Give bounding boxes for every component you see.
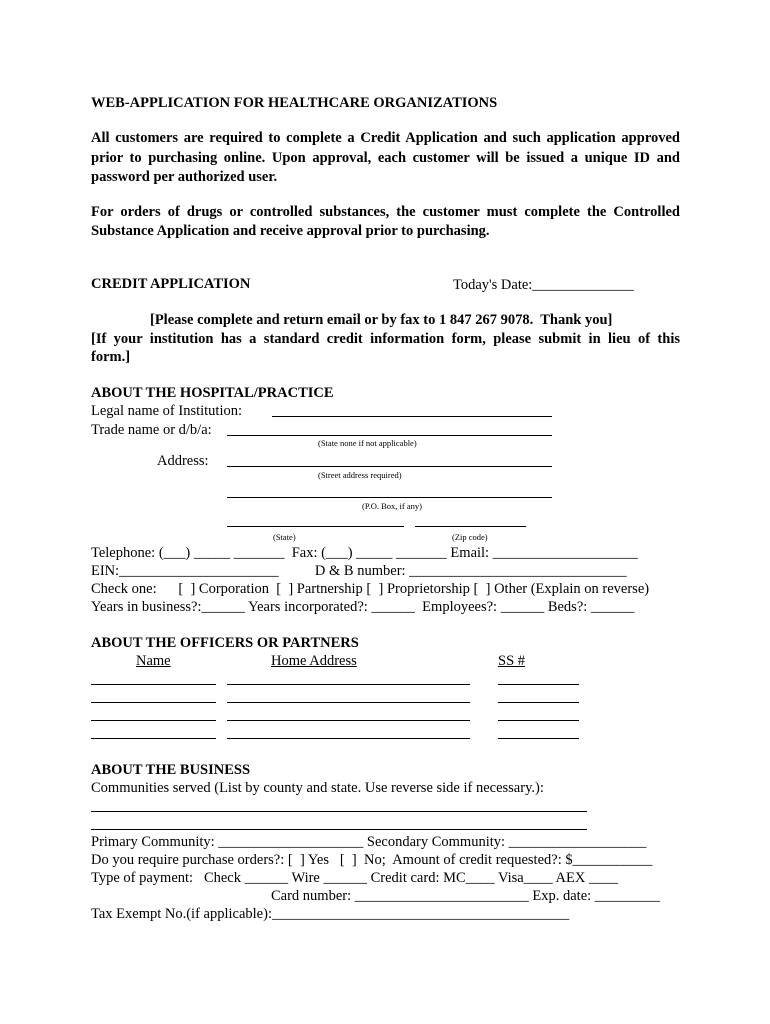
legal-name-input-line[interactable] bbox=[272, 416, 552, 417]
standard-form-note-line-2: form.] bbox=[91, 349, 131, 365]
officer-ss-input-line[interactable] bbox=[498, 702, 579, 703]
trade-name-input-line[interactable] bbox=[227, 435, 552, 436]
ein-row[interactable]: EIN:______________________ D & B number: ______________________________ bbox=[91, 563, 627, 579]
business-section-heading: ABOUT THE BUSINESS bbox=[91, 762, 251, 778]
officers-name-column-header: Name bbox=[136, 653, 171, 669]
trade-name-label: Trade name or d/b/a: bbox=[91, 422, 212, 438]
intro-paragraph-1-line-1: All customers are required to complete a Credit Application and such application approved bbox=[91, 130, 680, 146]
payment-type-row[interactable]: Type of payment: Check ______ Wire ______ Credit card: MC____ Visa____ AEX ____ bbox=[91, 870, 618, 886]
state-input-line[interactable] bbox=[227, 526, 404, 527]
zip-note: (Zip code) bbox=[452, 532, 488, 542]
entity-type-row[interactable]: Check one: [ ] Corporation [ ] Partnership [ ] Proprietorship [ ] Other (Explain on reverse) bbox=[91, 581, 650, 597]
officer-address-input-line[interactable] bbox=[227, 702, 470, 703]
state-note: (State) bbox=[273, 532, 296, 542]
officer-address-input-line[interactable] bbox=[227, 720, 470, 721]
officers-address-column-header: Home Address bbox=[271, 653, 357, 669]
po-box-note: (P.O. Box, if any) bbox=[362, 501, 422, 511]
communities-input-line[interactable] bbox=[91, 811, 587, 812]
standard-form-note-line-1: [If your institution has a standard credit information form, please submit in lieu of this bbox=[91, 331, 680, 347]
officers-section-heading: ABOUT THE OFFICERS OR PARTNERS bbox=[91, 635, 359, 651]
purchase-orders-row[interactable]: Do you require purchase orders?: [ ] Yes [ ] No; Amount of credit requested?: $___________ bbox=[91, 852, 653, 868]
communities-input-line[interactable] bbox=[91, 829, 587, 830]
years-row[interactable]: Years in business?:______ Years incorporated?: ______ Employees?: ______ Beds?: ______ bbox=[91, 599, 635, 615]
street-required-note: (Street address required) bbox=[318, 470, 402, 480]
community-row[interactable]: Primary Community: ____________________ Secondary Community: ___________________ bbox=[91, 834, 647, 850]
return-instructions: [Please complete and return email or by fax to 1 847 267 9078. Thank you] bbox=[150, 312, 613, 328]
officer-ss-input-line[interactable] bbox=[498, 684, 579, 685]
officer-name-input-line[interactable] bbox=[91, 720, 216, 721]
intro-paragraph-1-line-3: password per authorized user. bbox=[91, 169, 278, 185]
officer-ss-input-line[interactable] bbox=[498, 738, 579, 739]
communities-label: Communities served (List by county and state. Use reverse side if necessary.): bbox=[91, 780, 544, 796]
intro-paragraph-1-line-2: prior to purchasing online. Upon approval, each customer will be issued a unique ID and bbox=[91, 150, 680, 166]
intro-paragraph-2-line-1: For orders of drugs or controlled substances, the customer must complete the Controlled bbox=[91, 204, 680, 220]
po-box-input-line[interactable] bbox=[227, 497, 552, 498]
officer-address-input-line[interactable] bbox=[227, 684, 470, 685]
todays-date-field[interactable]: Today's Date:______________ bbox=[453, 277, 634, 293]
intro-paragraph-2-line-2: Substance Application and receive approval prior to purchasing. bbox=[91, 223, 490, 239]
street-address-input-line[interactable] bbox=[227, 466, 552, 467]
zip-input-line[interactable] bbox=[415, 526, 526, 527]
officer-name-input-line[interactable] bbox=[91, 738, 216, 739]
credit-application-heading: CREDIT APPLICATION bbox=[91, 276, 251, 292]
contact-row[interactable]: Telephone: (___) _____ _______ Fax: (___) _____ _______ Email: ____________________ bbox=[91, 545, 638, 561]
officer-name-input-line[interactable] bbox=[91, 684, 216, 685]
card-number-row[interactable]: Card number: ________________________ Exp. date: _________ bbox=[271, 888, 661, 904]
state-none-note: (State none if not applicable) bbox=[318, 438, 417, 448]
hospital-section-heading: ABOUT THE HOSPITAL/PRACTICE bbox=[91, 385, 334, 401]
officer-ss-input-line[interactable] bbox=[498, 720, 579, 721]
officers-ss-column-header: SS # bbox=[498, 653, 526, 669]
page-title: WEB-APPLICATION FOR HEALTHCARE ORGANIZATIONS bbox=[91, 95, 498, 111]
officer-name-input-line[interactable] bbox=[91, 702, 216, 703]
officer-address-input-line[interactable] bbox=[227, 738, 470, 739]
legal-name-label: Legal name of Institution: bbox=[91, 403, 243, 419]
tax-exempt-row[interactable]: Tax Exempt No.(if applicable):_________________________________________ bbox=[91, 906, 570, 922]
address-label: Address: bbox=[157, 453, 209, 469]
